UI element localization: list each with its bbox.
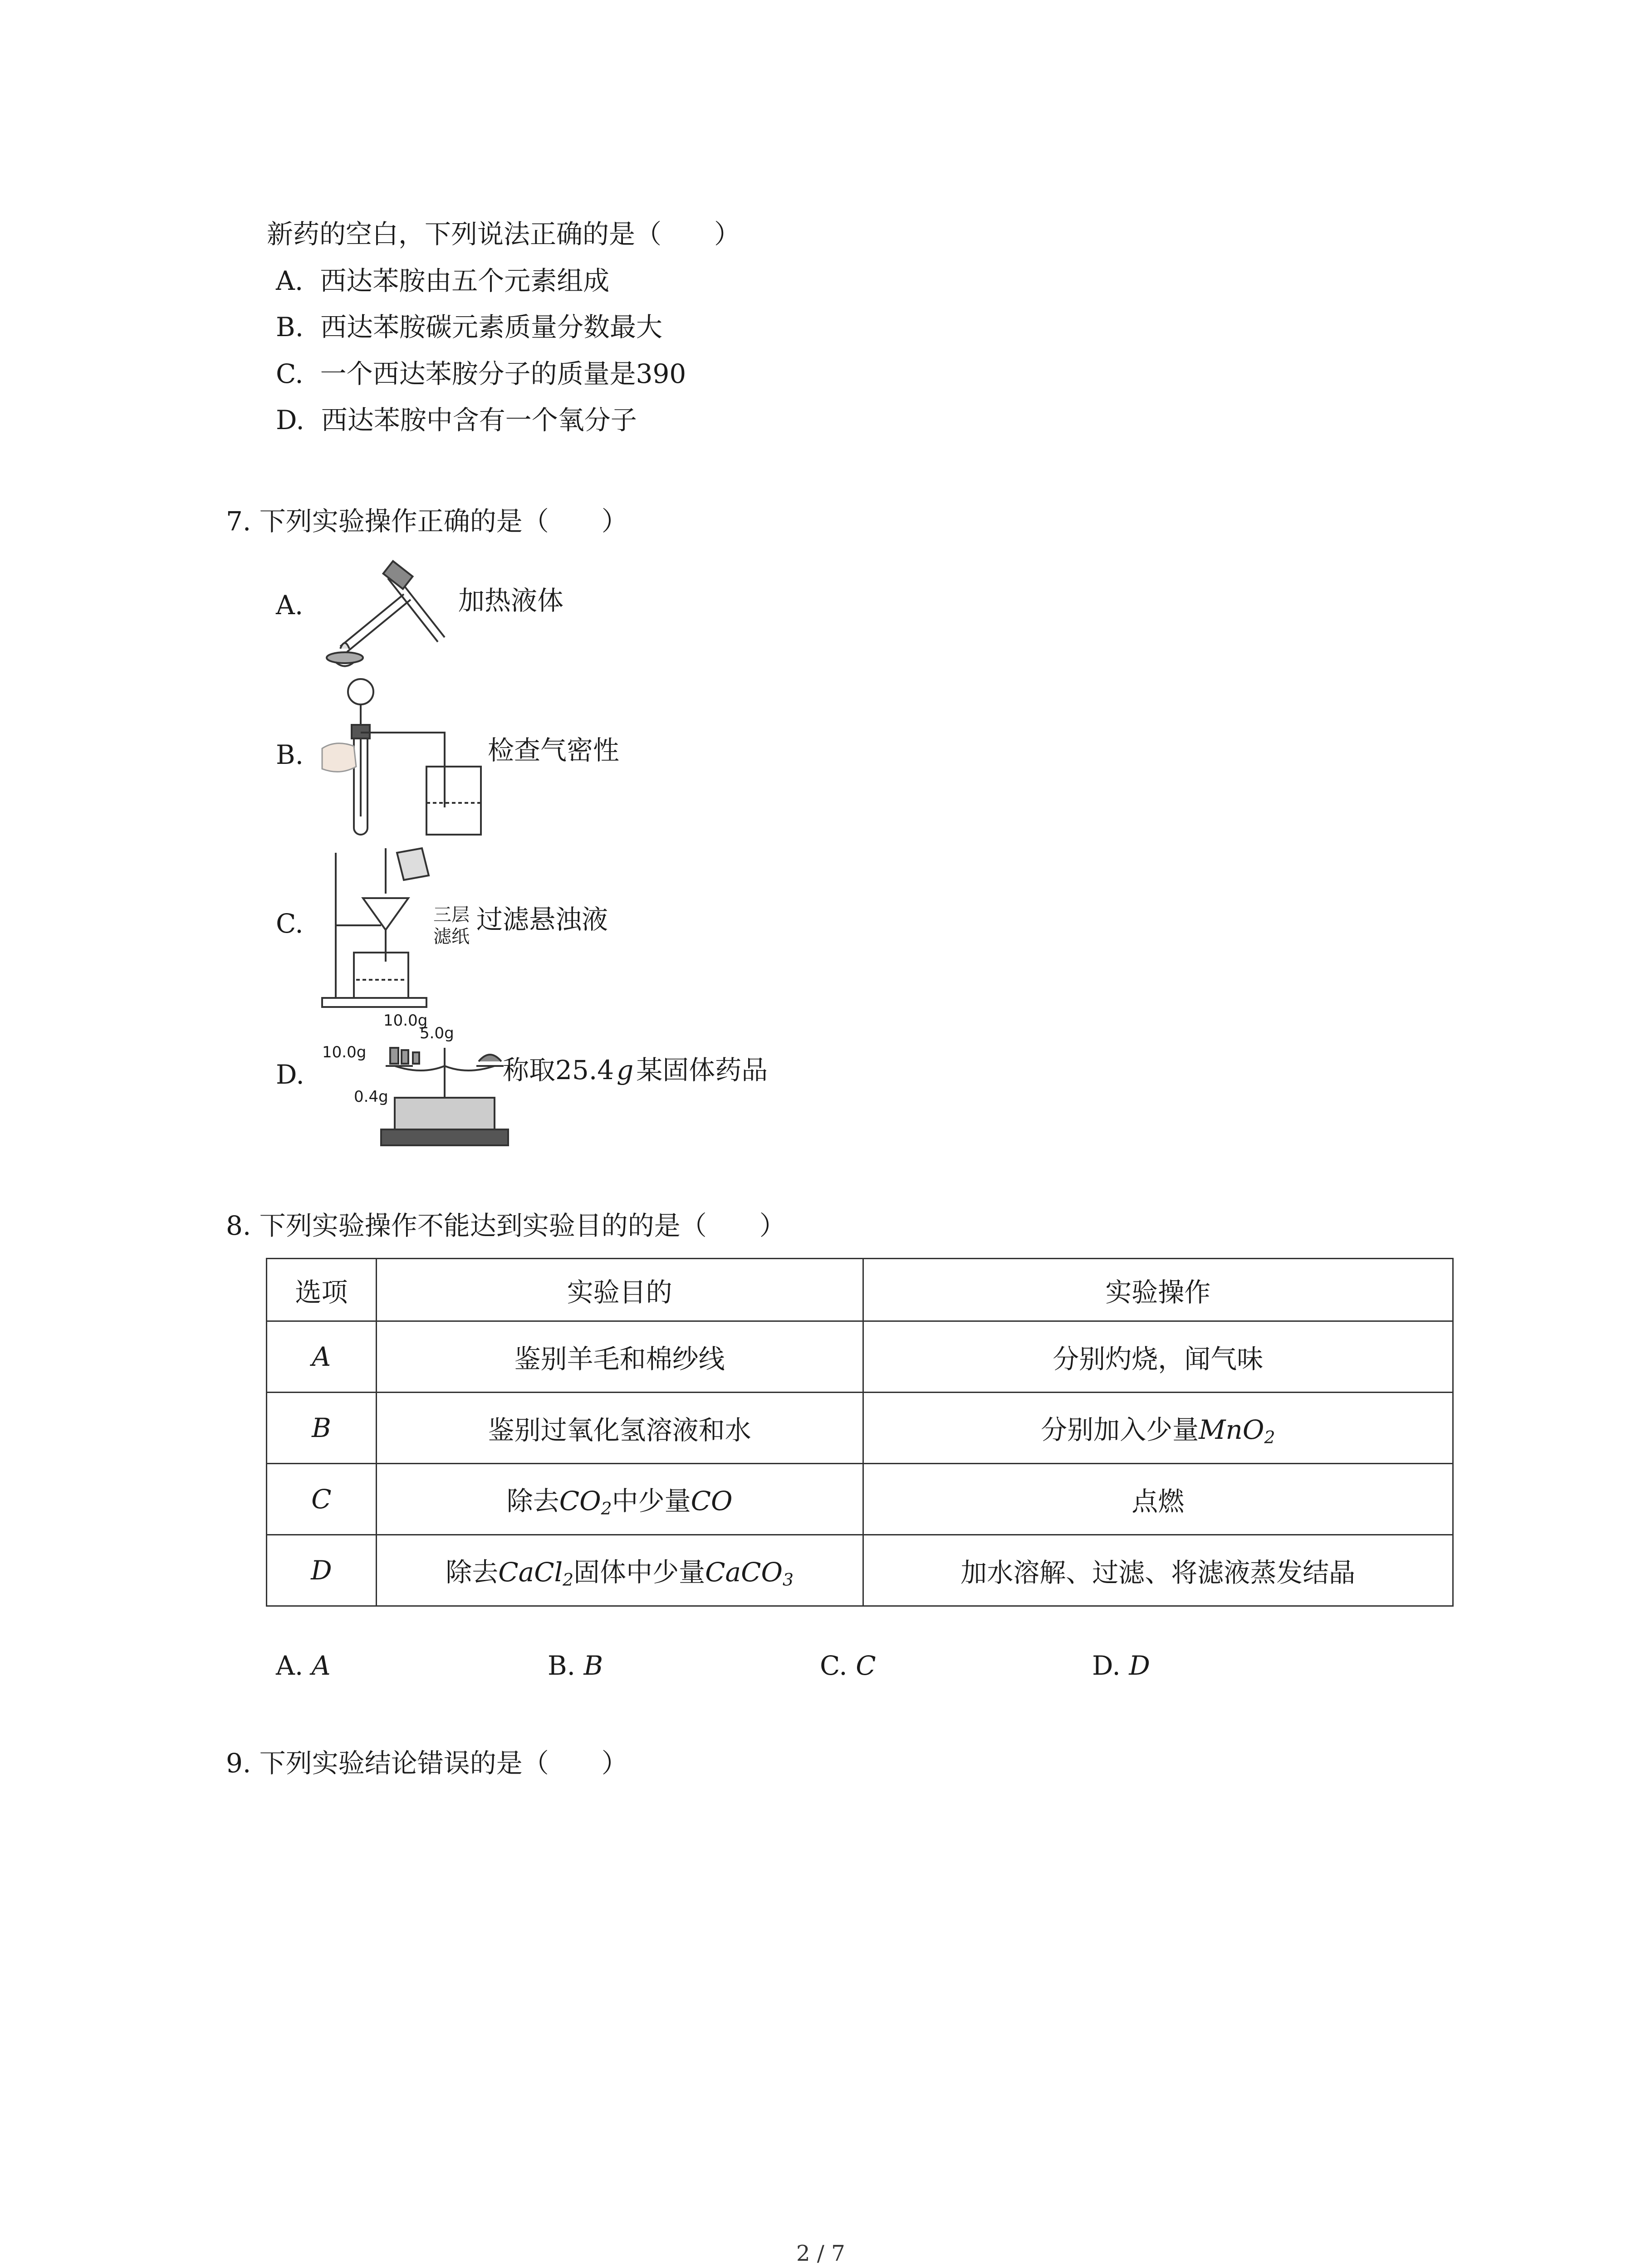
answer-value: D (1129, 1650, 1150, 1681)
weight-label-5g: 5.0g (420, 1024, 454, 1042)
q7-option-b-caption: 检查气密性 (488, 735, 620, 766)
purpose-pre: 除去 (506, 1486, 559, 1517)
q7-option-a-letter: A. (276, 590, 304, 621)
answer-letter: C. (820, 1650, 847, 1681)
table-row (267, 1321, 1453, 1393)
option-text: 西达苯胺碳元素质量分数最大 (320, 312, 662, 342)
option-text: 一个西达苯胺分子的质量是390 (320, 358, 686, 389)
formula-subscript: 2 (1264, 1427, 1275, 1447)
q7-option-c-caption: 过滤悬浊液 (476, 904, 608, 935)
balance-figure (377, 1030, 513, 1148)
page-number: 2 / 7 (796, 2241, 845, 2266)
q7-option-a-caption: 加热液体 (458, 585, 564, 616)
option-letter: D. (276, 405, 304, 435)
airtightness-check-figure (318, 671, 490, 844)
header-purpose: 实验目的 (376, 1259, 863, 1321)
q7-stem: 7. 下列实验操作正确的是（ ） (226, 506, 628, 537)
row-option: B (267, 1393, 377, 1464)
weight-label-10g-left: 10.0g (322, 1043, 367, 1061)
option-text: 西达苯胺由五个元素组成 (320, 265, 610, 296)
formula-co: CO (691, 1486, 733, 1517)
option-letter: A. (276, 265, 304, 296)
answer-letter: A. (276, 1650, 304, 1681)
row-operation (863, 1393, 1453, 1464)
q7-option-d-caption (503, 1057, 768, 1083)
answer-letter: B. (548, 1650, 576, 1681)
q7-option-b-letter: B. (276, 739, 304, 770)
formula-subscript: 2 (601, 1498, 612, 1519)
q6-stem-tail: 新药的空白，下列说法正确的是（ ） (267, 219, 741, 249)
answer-value: B (583, 1650, 603, 1681)
q6-option-c (276, 358, 686, 389)
caption-post: 某固体药品 (636, 1055, 768, 1085)
row-operation: 点燃 (863, 1464, 1453, 1535)
row-purpose (376, 1464, 863, 1535)
formula-co2: CO (559, 1486, 601, 1517)
header-operation: 实验操作 (863, 1259, 1453, 1321)
row-purpose (376, 1535, 863, 1606)
q8-answer-b (548, 1652, 603, 1679)
row-operation: 加水溶解、过滤、将滤液蒸发结晶 (863, 1535, 1453, 1606)
row-option: C (267, 1464, 377, 1535)
operation-pre: 分别加入少量 (1041, 1414, 1199, 1446)
row-option: D (267, 1535, 377, 1606)
q8-answer-a (276, 1652, 331, 1679)
formula-caco3: CaCO (705, 1557, 783, 1588)
weight-label-04g: 0.4g (354, 1088, 388, 1106)
table-row (267, 1393, 1453, 1464)
table-row (267, 1535, 1453, 1606)
purpose-pre: 除去 (446, 1557, 499, 1588)
three-layer-filter-paper-label: 三层 滤纸 (433, 904, 470, 947)
formula-subscript: 2 (563, 1569, 574, 1590)
answer-value: A (311, 1650, 331, 1681)
formula-cacl2: CaCl (498, 1557, 563, 1588)
formula-subscript: 3 (783, 1569, 794, 1590)
option-text: 西达苯胺中含有一个氧分子 (321, 405, 637, 435)
q6-option-a (276, 265, 610, 296)
caption-unit: g (617, 1055, 634, 1085)
q6-option-d (276, 407, 637, 433)
q8-table (266, 1258, 1454, 1607)
row-option: A (267, 1321, 377, 1393)
header-option: 选项 (267, 1259, 377, 1321)
weight-label-10g-top: 10.0g (383, 1012, 428, 1030)
purpose-mid: 中少量 (612, 1486, 691, 1517)
q8-answer-c (820, 1652, 876, 1679)
q7-option-d-letter: D. (276, 1059, 304, 1090)
q7-option-c-letter: C. (276, 908, 304, 939)
q8-stem: 8. 下列实验操作不能达到实验目的的是（ ） (226, 1210, 786, 1241)
table-header-row (267, 1259, 1453, 1321)
caption-pre: 称取 (503, 1055, 556, 1085)
option-letter: B. (276, 312, 304, 342)
row-operation: 分别灼烧，闻气味 (863, 1321, 1453, 1393)
formula-mno2: MnO (1199, 1414, 1264, 1446)
purpose-mid: 固体中少量 (573, 1557, 705, 1588)
q9-stem: 9. 下列实验结论错误的是（ ） (226, 1748, 628, 1779)
option-letter: C. (276, 358, 304, 389)
row-purpose: 鉴别羊毛和棉纱线 (376, 1321, 863, 1393)
caption-number: 25.4 (555, 1055, 614, 1085)
table-row (267, 1464, 1453, 1535)
q8-answer-d (1092, 1652, 1150, 1679)
q6-option-b (276, 314, 662, 340)
answer-letter: D. (1092, 1650, 1121, 1681)
answer-value: C (856, 1650, 876, 1681)
row-purpose: 鉴别过氧化氢溶液和水 (376, 1393, 863, 1464)
heating-liquid-figure (313, 551, 458, 674)
